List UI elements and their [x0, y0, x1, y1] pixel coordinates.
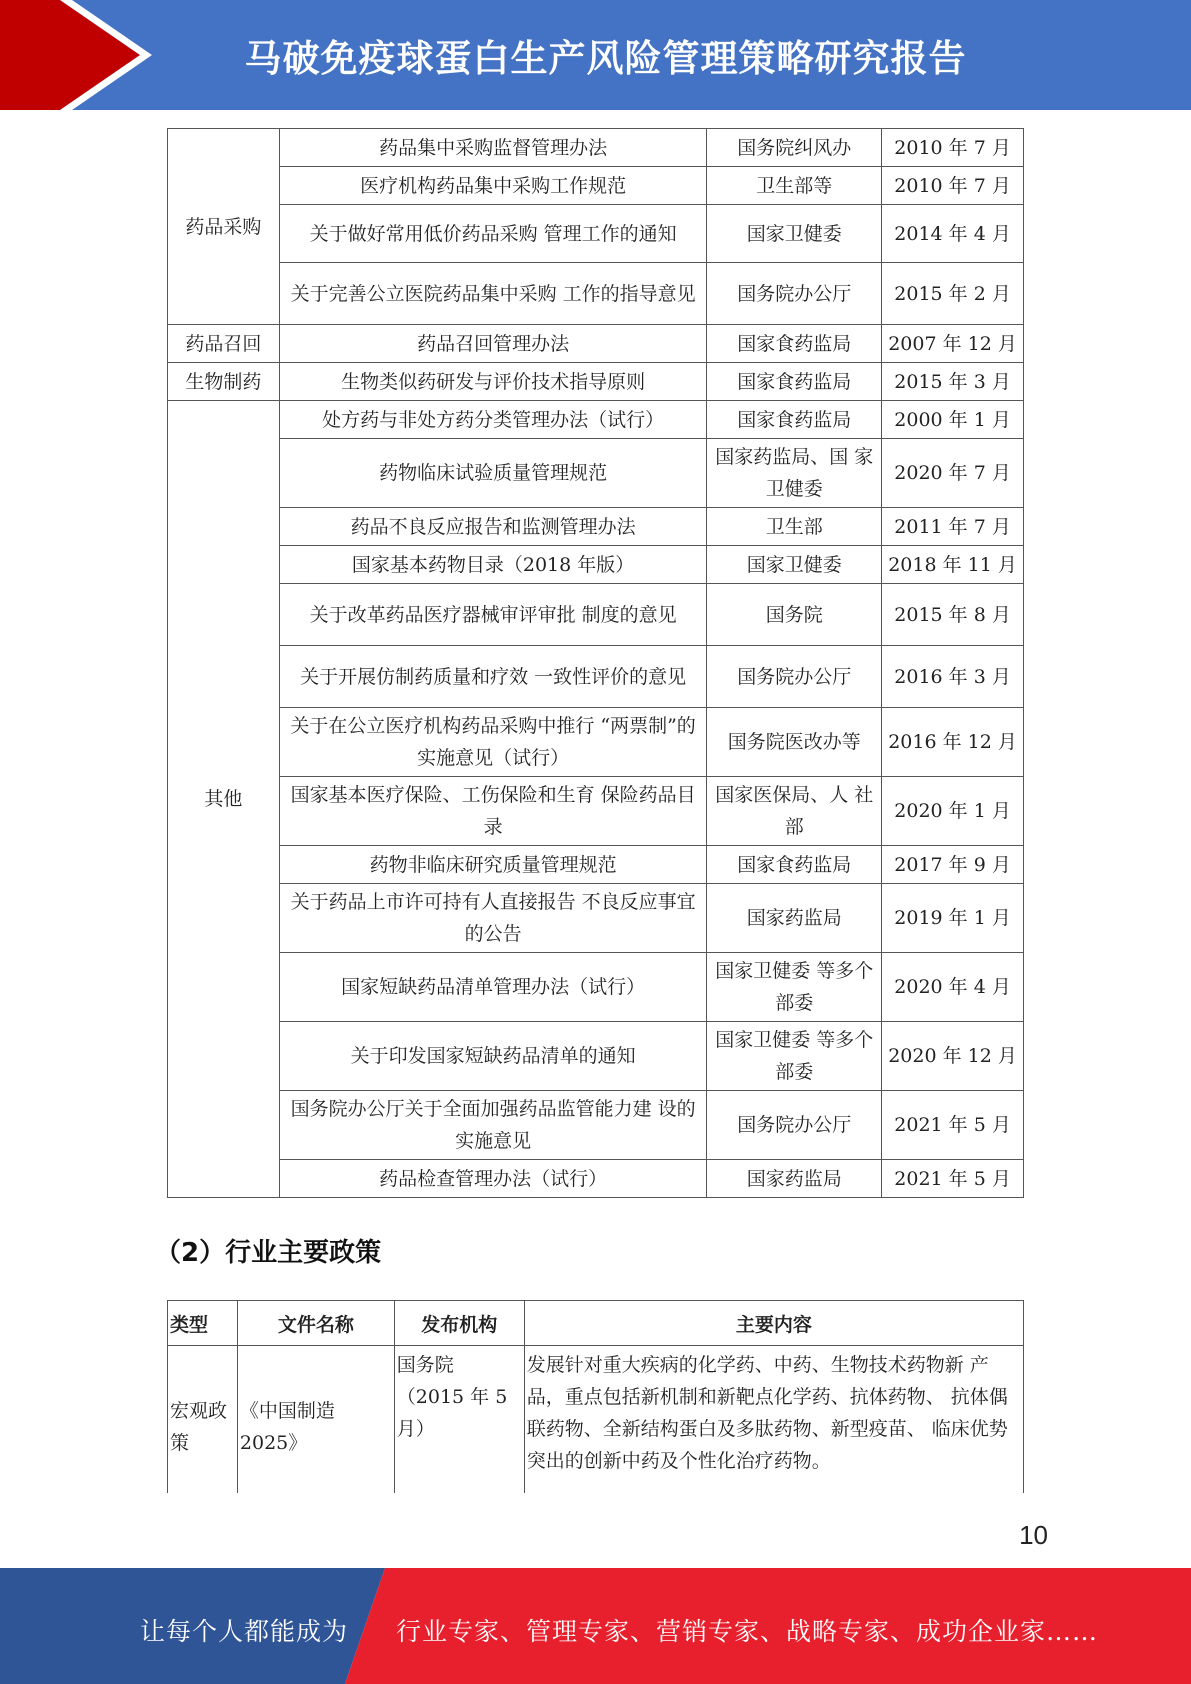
policy-date: 2016 年 3 月: [882, 646, 1024, 708]
policy-agency: 国家卫健委: [707, 205, 882, 263]
policy-agency: 国家食药监局: [707, 363, 882, 401]
table-header-row: [168, 1301, 1024, 1346]
policy-agency: 国家卫健委 等多个部委: [707, 1022, 882, 1091]
policy-doc-name: 关于在公立医疗机构药品采购中推行 “两票制”的实施意见（试行）: [279, 708, 706, 777]
table-row: [168, 846, 1024, 884]
policy-agency: 国务院: [707, 584, 882, 646]
policy-doc-name: 药品不良反应报告和监测管理办法: [279, 508, 706, 546]
policy-doc-name: 关于改革药品医疗器械审评审批 制度的意见: [279, 584, 706, 646]
policy-date: 2011 年 7 月: [882, 508, 1024, 546]
policy-agency: 国家食药监局: [707, 846, 882, 884]
table-row: [168, 401, 1024, 439]
policy-doc-name: 国家短缺药品清单管理办法（试行）: [279, 953, 706, 1022]
header-doc-name: 文件名称: [237, 1301, 394, 1346]
policy-date: 2014 年 4 月: [882, 205, 1024, 263]
policy-date: 2010 年 7 月: [882, 167, 1024, 205]
table-row: [168, 1022, 1024, 1091]
table-row: [168, 708, 1024, 777]
table-row: [168, 1091, 1024, 1160]
industry-policy-table: [167, 1300, 1024, 1493]
policy-agency: 国家食药监局: [707, 401, 882, 439]
table-row: [168, 439, 1024, 508]
header-content: 主要内容: [524, 1301, 1023, 1346]
policy-doc-name: 《中国制造 2025》: [237, 1346, 394, 1494]
policy-doc-name: 关于药品上市许可持有人直接报告 不良反应事宜的公告: [279, 884, 706, 953]
policy-date: 2016 年 12 月: [882, 708, 1024, 777]
footer-slogan-right: 行业专家、管理专家、营销专家、战略专家、成功企业家……: [396, 1617, 1099, 1646]
policy-date: 2020 年 1 月: [882, 777, 1024, 846]
footer-slogan-left: 让每个人都能成为: [140, 1617, 349, 1646]
policy-content: 发展针对重大疾病的化学药、中药、生物技术药物新 产品，重点包括新机制和新靶点化学药、抗体药物、 抗体偶联药物、全新结构蛋白及多肽药物、新型疫苗、 临床优势突出的创新中药及个性化治疗药物。: [524, 1346, 1023, 1494]
policy-doc-name: 药物非临床研究质量管理规范: [279, 846, 706, 884]
table-row: [168, 953, 1024, 1022]
page-footer: [0, 1568, 1191, 1684]
policy-date: 2007 年 12 月: [882, 325, 1024, 363]
policy-agency: 卫生部: [707, 508, 882, 546]
policy-type: 宏观政策: [168, 1346, 238, 1494]
page-number: 10: [1019, 1520, 1048, 1550]
policy-date: 2015 年 8 月: [882, 584, 1024, 646]
policy-table: [167, 128, 1024, 1198]
policy-doc-name: 药品检查管理办法（试行）: [279, 1160, 706, 1198]
table-row: [168, 646, 1024, 708]
table-row: [168, 167, 1024, 205]
section-title: （2）行业主要政策: [155, 1238, 382, 1268]
policy-agency: 卫生部等: [707, 167, 882, 205]
policy-agency: 国务院医改办等: [707, 708, 882, 777]
policy-date: 2020 年 4 月: [882, 953, 1024, 1022]
policy-date: 2021 年 5 月: [882, 1091, 1024, 1160]
policy-category: 药品采购: [168, 129, 280, 325]
policy-doc-name: 生物类似药研发与评价技术指导原则: [279, 363, 706, 401]
policy-doc-name: 药品集中采购监督管理办法: [279, 129, 706, 167]
table-row: [168, 546, 1024, 584]
table-row: [168, 508, 1024, 546]
policy-doc-name: 国务院办公厅关于全面加强药品监管能力建 设的实施意见: [279, 1091, 706, 1160]
policy-date: 2017 年 9 月: [882, 846, 1024, 884]
table-row: [168, 363, 1024, 401]
policy-date: 2015 年 3 月: [882, 363, 1024, 401]
policy-agency: 国务院办公厅: [707, 1091, 882, 1160]
policy-agency: 国家卫健委 等多个部委: [707, 953, 882, 1022]
policy-agency: 国家药监局、国 家卫健委: [707, 439, 882, 508]
policy-doc-name: 医疗机构药品集中采购工作规范: [279, 167, 706, 205]
policy-agency: 国务院 （2015 年 5 月）: [394, 1346, 524, 1494]
policy-agency: 国家食药监局: [707, 325, 882, 363]
report-title: 马破免疫球蛋白生产风险管理策略研究报告: [244, 37, 967, 80]
policy-date: 2010 年 7 月: [882, 129, 1024, 167]
policy-doc-name: 处方药与非处方药分类管理办法（试行）: [279, 401, 706, 439]
policy-doc-name: 药物临床试验质量管理规范: [279, 439, 706, 508]
policy-agency: 国务院纠风办: [707, 129, 882, 167]
header-type: 类型: [168, 1301, 238, 1346]
table-row: [168, 325, 1024, 363]
policy-agency: 国务院办公厅: [707, 263, 882, 325]
policy-category: 药品召回: [168, 325, 280, 363]
policy-date: 2000 年 1 月: [882, 401, 1024, 439]
policy-doc-name: 关于完善公立医院药品集中采购 工作的指导意见: [279, 263, 706, 325]
table-row: [168, 1346, 1024, 1494]
table-row: [168, 263, 1024, 325]
policy-date: 2020 年 12 月: [882, 1022, 1024, 1091]
policy-doc-name: 关于开展仿制药质量和疗效 一致性评价的意见: [279, 646, 706, 708]
policy-date: 2018 年 11 月: [882, 546, 1024, 584]
policy-category: 其他: [168, 401, 280, 1198]
header-agency: 发布机构: [394, 1301, 524, 1346]
policy-category: 生物制药: [168, 363, 280, 401]
policy-agency: 国家卫健委: [707, 546, 882, 584]
policy-date: 2015 年 2 月: [882, 263, 1024, 325]
policy-doc-name: 药品召回管理办法: [279, 325, 706, 363]
table-row: [168, 777, 1024, 846]
table-row: [168, 884, 1024, 953]
policy-doc-name: 国家基本医疗保险、工伤保险和生育 保险药品目录: [279, 777, 706, 846]
policy-doc-name: 关于印发国家短缺药品清单的通知: [279, 1022, 706, 1091]
table-row: [168, 1160, 1024, 1198]
policy-date: 2019 年 1 月: [882, 884, 1024, 953]
table-row: [168, 205, 1024, 263]
policy-date: 2020 年 7 月: [882, 439, 1024, 508]
policy-agency: 国务院办公厅: [707, 646, 882, 708]
policy-agency: 国家药监局: [707, 1160, 882, 1198]
policy-agency: 国家医保局、人 社部: [707, 777, 882, 846]
policy-date: 2021 年 5 月: [882, 1160, 1024, 1198]
policy-doc-name: 关于做好常用低价药品采购 管理工作的通知: [279, 205, 706, 263]
table-row: [168, 129, 1024, 167]
table-row: [168, 584, 1024, 646]
policy-doc-name: 国家基本药物目录（2018 年版）: [279, 546, 706, 584]
page-header: [0, 0, 1191, 110]
policy-agency: 国家药监局: [707, 884, 882, 953]
